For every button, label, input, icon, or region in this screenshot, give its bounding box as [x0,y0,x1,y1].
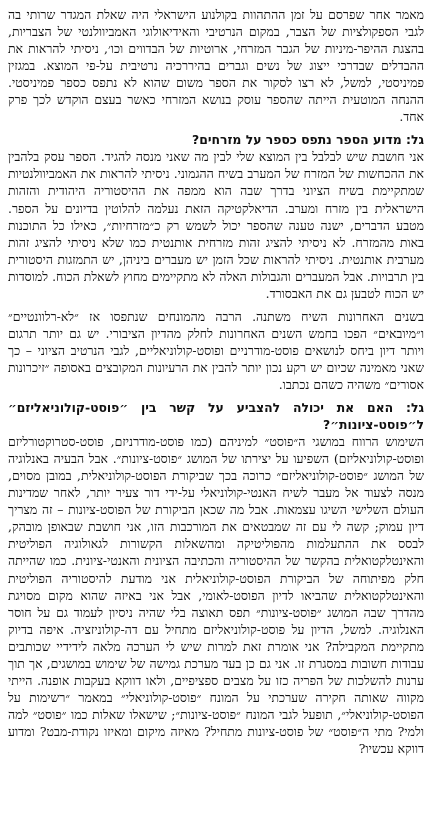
question-post-zionism: גל: האם את יכולה להצביע על קשר בין ״פוסט-קולוניאליזם״ ל״פוסט-ציונות״? [8,400,424,433]
paragraph-gender: מאמר אחר שפרסם על זמן ההתהוות בקולנוע הישראלי היה שאלת המגדר שרותי בה לגבי הספקולציות של הצבר, במקום הנרטיבי והאידיאולוגי האמביוולנטי של הצבריות, בהצגת ההיפר-מיניות של הגבר המזרחי, ארוטיות של הבדווים וכו׳, ניסיתי להראות את ההבדלים שבדרכי ייצוג של נשים וגברים בהיררכיה נרטיבית על-פי המוצא. במגזין פמיניסטי, למשל, לא רצו לסקור את הספר משום שהוא לא נתפס כספר פמיניסטי. ההנחה המוטעית הייתה שהספר עוסק בנושא המזרחי כאשר בעצם הוקדש לכך פרק אחד. [8,7,424,125]
paragraph-identity: אני חושבת שיש לבלבל בין המוצא שלי לבין מה שאני מנסה להגיד. הספר עסק בלהבין את ההכחשות של המזרח של המערב בשיח ההגמוני. ניסיתי להראות את האמביוולנטיות שמתקיימת בשיח הציוני בדרך שבה הוא ממפה את ההיסטוריה היהודית והזהות הישראלית בין מזרח ומערב. הדיאלקטיקה הזאת נעלמה להלוטין בדיונים על הספר. מטבע הדברים, ישנה טענה שהספר יכול לשמש רק כ״מזרחיות״, כאילו כל התוכנות באות מהמזרח. לא ניסיתי להציג זהות מזרחית אותנטית כמו שלא ניסיתי להציג זהות מערבית אותנטית. ניסיתי להראות שכל הזמן יש מעברים ביניהן, יש התמזגות היסטורית בין תרבויות. אבל המעברים והגבולות האלה לא מתקיימים מחוץ לשאלת הכוח. למוסדות יש הכוח לטבען גם את האבסורד. [8,149,424,301]
question-mizrahi: גל: מדוע הספר נתפס כספר על מזרחים? [192,132,424,148]
paragraph-discourse: בשנים האחרונות השיח משתנה. הרבה מהמונחים שנתפסו אז ״לא-רלוונטיים״ ו״מיובאים״ הפכו בחמש השנים האחרונות לחלק מהדיון הציבורי. יש גם יותר תרגום ויותר דיון ביחס לנושאים פוסט-מודרניים ופוסט-קולוניאליים, לגבי הנרטיב הציוני – כך שאני מאמינה שכיום יש רקע נכון יותר להבין את הרעיונות המקובצים באסופה ״זיכרונות אסורים״ משהיה כשהם נכתבו. [8,308,424,392]
paragraph-post-zionism: השימוש הרווח במושגי ה״פוסט״ למיניהם (כמו פוסט-מודרניזם, פוסט-סטרוקטורליזם ופוסט-קולוניאליזם) השפיעו על יצירתו של המושג ״פוסט-ציונות״. אבל הבעיה באנלוגיה של המושג ״פוסט-קולוניאליזם״ כרוכה בכך שביקורת הפוסט-קולוניאלית, במובן מסוים, מנסה לצעוד אל מעבר לשיח האנטי-קולוניאלי על-ידי דור צעיר יותר, לאחר שמדינות העולם השלישי השיגו עצמאות. אבל מה שכאן הביקורת של הפוסט-ציונות – זה מצריך דיון עמוק; קשה לי עם זה שמבטאים את המורכבות הזו, אני חושבת שבאופן מובהק, לבסס את ההתעלמות מהפוליטיקה ומהשאלות הקשורות לגאולוגיה הפוליטית והאינטלקטואלית בהקשר של ההיסטוריה והכתיבה הציונית והאנטי-ציונית. כמו שהייתה חלק מפיתוחה של הביקורת הפוסט-קולוניאלית אני מודעת להיסטוריה הפוליטית והאינטלקטואלית שהביאו לדיון הפוסט-לאומי, אבל אני באיזה שהוא מקום מסויגת מהדרך שבה המושג ״פוסט-ציונות״ תפס תאוצה בלי שהיה ניסיון לעמוד גם על חוסר האנלוגיה. למשל, הדיון על פוסט-קולוניאליזם מתחיל עם דה-קולוניזציה. איפה בדיוק מתקיימת המקבילה? אני אומרת זאת למרות שיש לי הערכה מלאה לידידיי שכותבים עבודות חשובות במסגרת זו. אני גם כן בעד מערכת גמישה של שימוש במושגים, אך תוך ערנות להשלכות של הפריה כזו על מצבים ספציפיים, ולאו דווקא בעקבות אופנה. הייתי מקווה שאותה חקירה שערכתי על המונח ״פוסט-קולוניאלי״ במאמר ״רשימות על הפוסט-קולוניאלי״, תופעל לגבי המונח ״פוסט-ציונות״; שישאלו שאלות כמו ״פוסט״ למה ולמי? מתי ה״פוסט״ של פוסט-ציונות מתחיל? מאיזה מיקום ומאיזו נקודת-מבט? ומדוע דווקא עכשיו? [8,434,424,756]
